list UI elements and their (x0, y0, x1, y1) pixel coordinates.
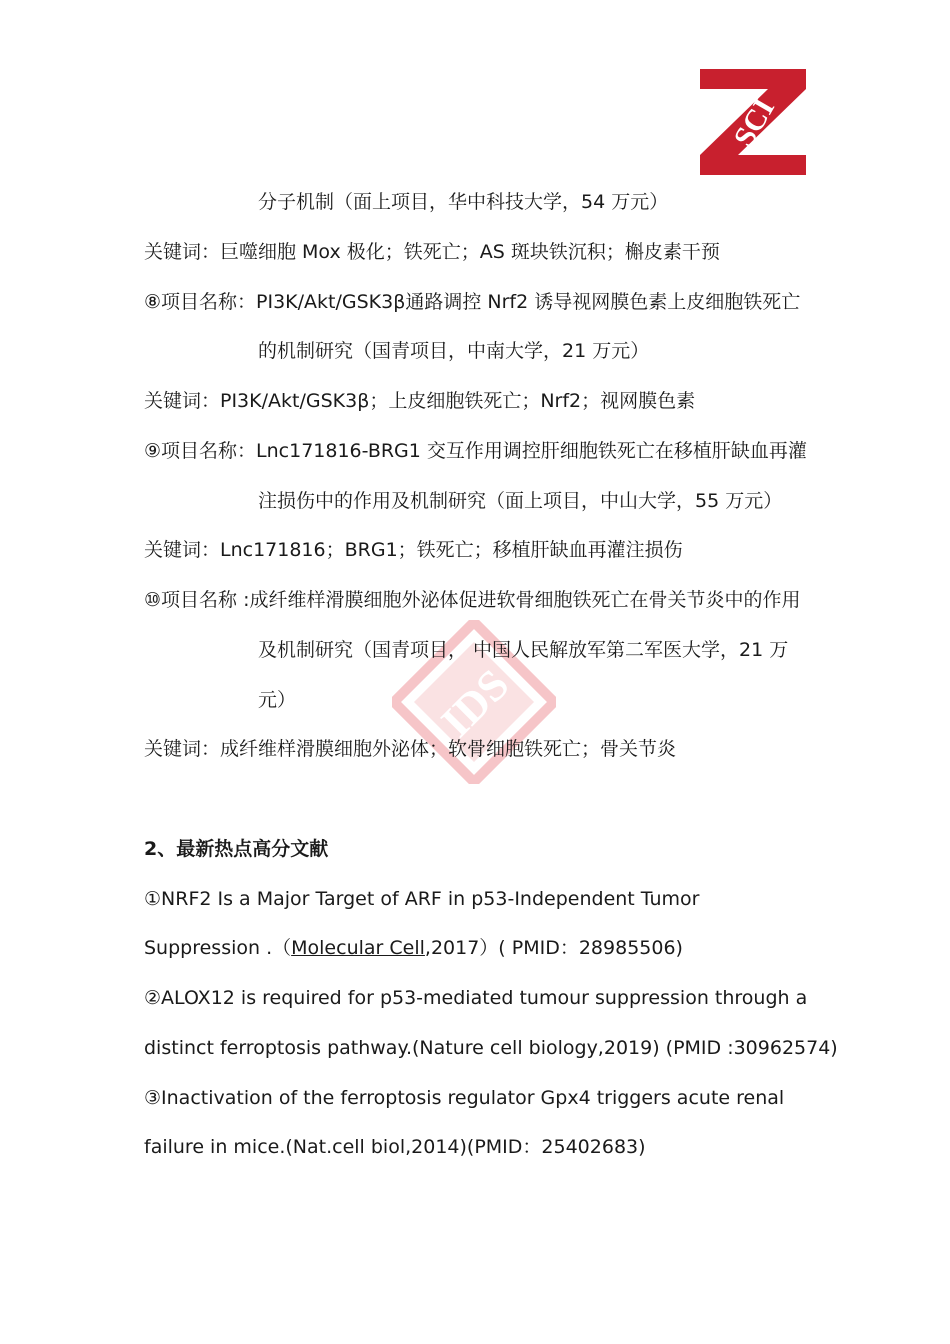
sci-logo (700, 69, 806, 175)
project-10-continuation-end: 元） (258, 689, 297, 711)
project-8-continuation: 的机制研究（国青项目，中南大学，21 万元） (258, 340, 650, 362)
reference-2-citation: distinct ferroptosis pathway.(Nature cell biology,2019) (PMID :30962574) (144, 1037, 838, 1059)
svg-text:SCI: SCI (727, 92, 782, 153)
project-10-continuation: 及机制研究（国青项目， 中国人民解放军第二军医大学，21 万 (258, 639, 789, 661)
project-8-keywords: 关键词：PI3K/Akt/GSK3β；上皮细胞铁死亡；Nrf2；视网膜色素 (144, 390, 696, 412)
project-10-keywords: 关键词：成纤维样滑膜细胞外泌体；软骨细胞铁死亡；骨关节炎 (144, 738, 677, 760)
project-7-keywords: 关键词：巨噬细胞 Mox 极化；铁死亡；AS 斑块铁沉积；槲皮素干预 (144, 241, 720, 263)
reference-1-title: ①NRF2 Is a Major Target of ARF in p53-Independent Tumor (144, 888, 700, 910)
project-9-continuation: 注损伤中的作用及机制研究（面上项目，中山大学，55 万元） (258, 490, 783, 512)
svg-text:IDS: IDS (431, 659, 519, 747)
reference-2-title: ②ALOX12 is required for p53-mediated tumour suppression through a (144, 987, 808, 1009)
reference-1-prefix: Suppression .（ (144, 937, 292, 959)
reference-3-citation: failure in mice.(Nat.cell biol,2014)(PMID：25402683) (144, 1136, 646, 1158)
reference-1-suffix: ,2017）( PMID：28985506) (424, 937, 683, 959)
reference-1-citation (144, 935, 683, 961)
project-9-title: ⑨项目名称：Lnc171816-BRG1 交互作用调控肝细胞铁死亡在移植肝缺血再灌 (144, 440, 807, 462)
reference-1-journal-link[interactable]: Molecular Cell (291, 937, 425, 959)
reference-3-title: ③Inactivation of the ferroptosis regulator Gpx4 triggers acute renal (144, 1087, 785, 1109)
section-2-heading: 2、最新热点高分文献 (144, 838, 329, 860)
project-7-continuation: 分子机制（面上项目，华中科技大学，54 万元） (258, 191, 669, 213)
project-10-title: ⑩项目名称 :成纤维样滑膜细胞外泌体促进软骨细胞铁死亡在骨关节炎中的作用 (144, 589, 801, 611)
project-8-title: ⑧项目名称：PI3K/Akt/GSK3β通路调控 Nrf2 诱导视网膜色素上皮细胞铁死亡 (144, 291, 801, 313)
project-9-keywords: 关键词：Lnc171816；BRG1；铁死亡；移植肝缺血再灌注损伤 (144, 539, 683, 561)
